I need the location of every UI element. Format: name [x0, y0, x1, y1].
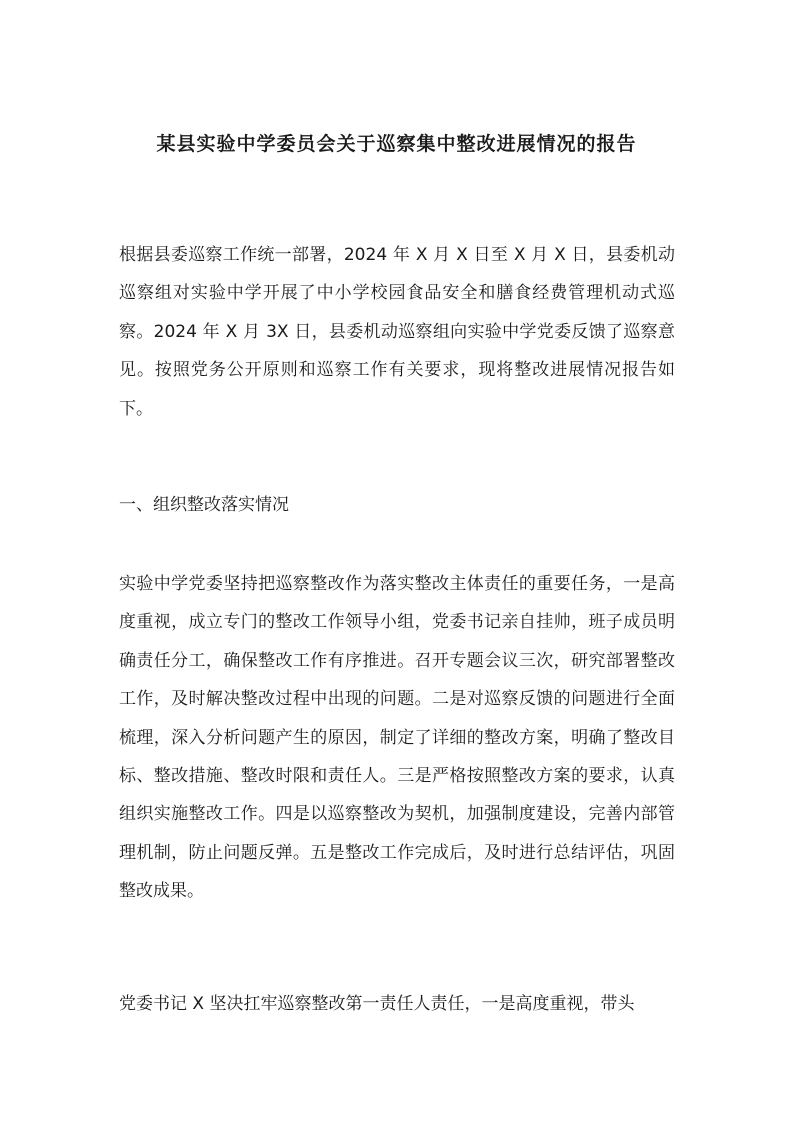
section-heading: 一、组织整改落实情况 [119, 495, 289, 515]
intro-paragraph: 根据县委巡察工作统一部署，2024 年 X 月 X 日至 X 月 X 日，县委机动巡察组对实验中学开展了中小学校园食品安全和膳食经费管理机动式巡察。2024 年 X 月 3X 日，县委机动巡察组向实验中学党委反馈了巡察意见。按照党务公开原则和巡察工作有关要求，现将整改进展情况报告如下。 [119, 245, 675, 419]
body-paragraph-continued: 党委书记 X 坚决扛牢巡察整改第一责任人责任，一是高度重视，带头 [119, 994, 635, 1014]
document-title: 某县实验中学委员会关于巡察集中整改进展情况的报告 [156, 133, 637, 155]
body-paragraph: 实验中学党委坚持把巡察整改作为落实整改主体责任的重要任务，一是高度重视，成立专门的整改工作领导小组，党委书记亲自挂帅，班子成员明确责任分工，确保整改工作有序推进。召开专题会议三次，研究部署整改工作，及时解决整改过程中出现的问题。二是对巡察反馈的问题进行全面梳理，深入分析问题产生的原因，制定了详细的整改方案，明确了整改目标、整改措施、整改时限和责任人。三是严格按照整改方案的要求，认真组织实施整改工作。四是以巡察整改为契机，加强制度建设，完善内部管理机制，防止问题反弹。五是整改工作完成后，及时进行总结评估，巩固整改成果。 [119, 574, 675, 902]
